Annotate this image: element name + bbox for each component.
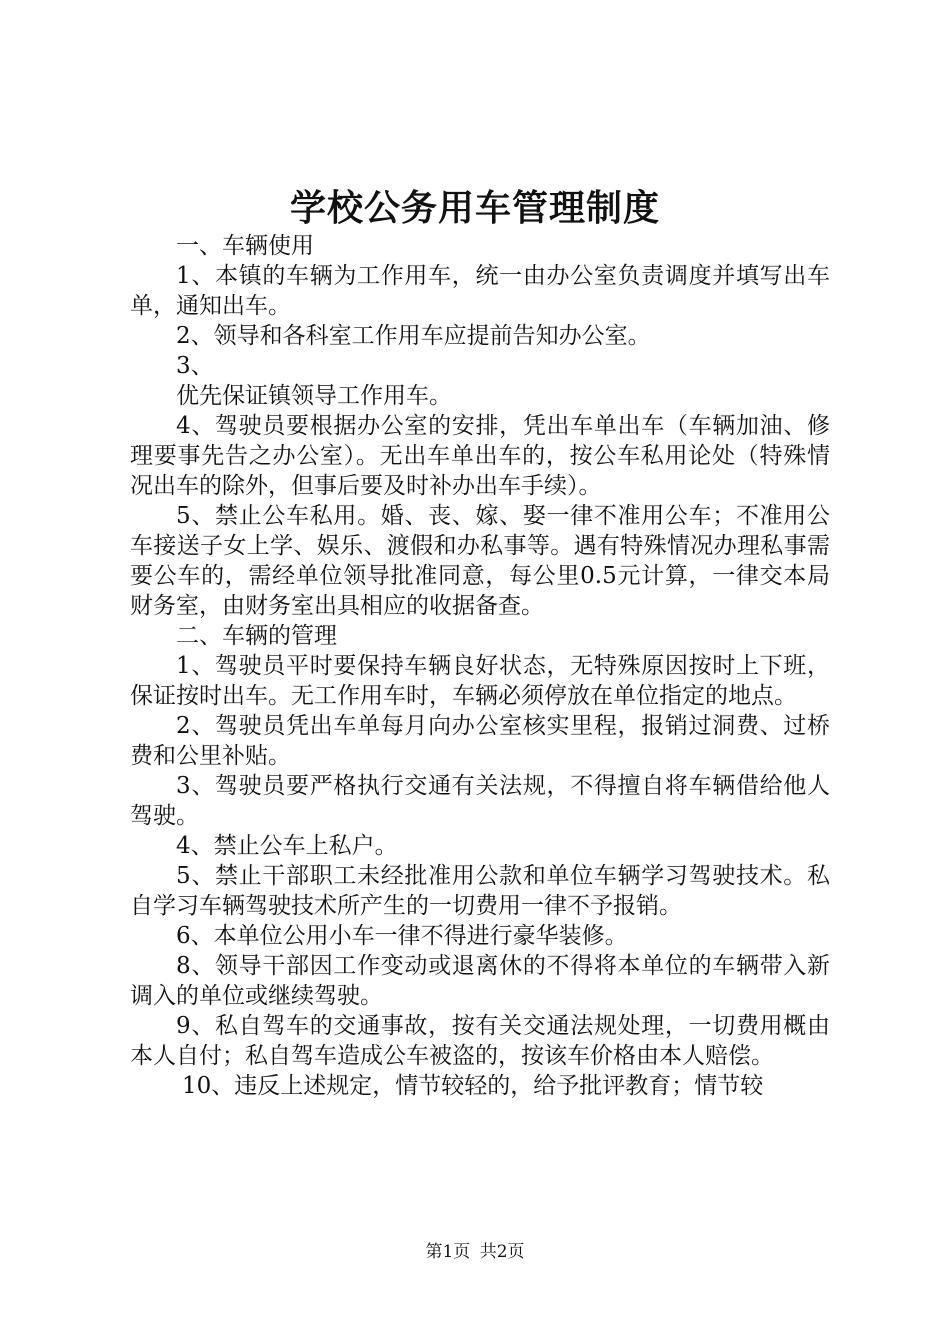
paragraph: 4、禁止公车上私户。 [176,833,398,859]
paragraph: 10、违反上述规定，情节较轻的，给予批评教育；情节较 [182,1073,764,1099]
paragraph: 优先保证镇领导工作用车。 [176,383,452,409]
paragraph: 3、驾驶员要严格执行交通有关法规，不得擅自将车辆借给他人驾驶。 [130,773,830,829]
paragraph: 9、私自驾车的交通事故，按有关交通法规处理，一切费用概由本人自付；私自驾车造成公车被盗的，按该车价格由本人赔偿。 [130,1013,830,1069]
paragraph: 3、 [176,353,214,379]
paragraph: 2、领导和各科室工作用车应提前告知办公室。 [176,323,651,349]
document-title: 学校公务用车管理制度 [289,187,660,229]
paragraph: 2、驾驶员凭出车单每月向办公室核实里程，报销过洞费、过桥费和公里补贴。 [130,713,830,769]
paragraph: 5、禁止干部职工未经批准用公款和单位车辆学习驾驶技术。私自学习车辆驾驶技术所产生的一切费用一律不予报销。 [130,863,830,919]
paragraph: 8、领导干部因工作变动或退离休的不得将本单位的车辆带入新调入的单位或继续驾驶。 [130,953,830,1009]
paragraph: 4、驾驶员要根据办公室的安排，凭出车单出车（车辆加油、修理要事先告之办公室）。无出车单出车的，按公车私用论处（特殊情况出车的除外，但事后要及时补办出车手续）。 [130,413,830,499]
section-heading: 一、车辆使用 [176,233,314,259]
paragraph: 1、驾驶员平时要保持车辆良好状态，无特殊原因按时上下班，保证按时出车。无工作用车时，车辆必须停放在单位指定的地点。 [130,653,830,709]
document-body [130,231,830,1101]
paragraph: 6、本单位公用小车一律不得进行豪华装修。 [176,923,628,949]
paragraph: 5、禁止公车私用。婚、丧、嫁、娶一律不准用公车；不准用公车接送子女上学、娱乐、渡假和办私事等。遇有特殊情况办理私事需要公车的，需经单位领导批准同意，每公里0.5元计算，一律交本局财务室，由财务室出具相应的收据备查。 [130,503,830,619]
section-heading: 二、车辆的管理 [176,623,337,649]
page-footer [0,1240,950,1264]
page-total: 共2页 [479,1242,525,1262]
page-number: 第1页 [425,1242,471,1262]
paragraph: 1、本镇的车辆为工作用车，统一由办公室负责调度并填写出车单，通知出车。 [130,263,830,319]
